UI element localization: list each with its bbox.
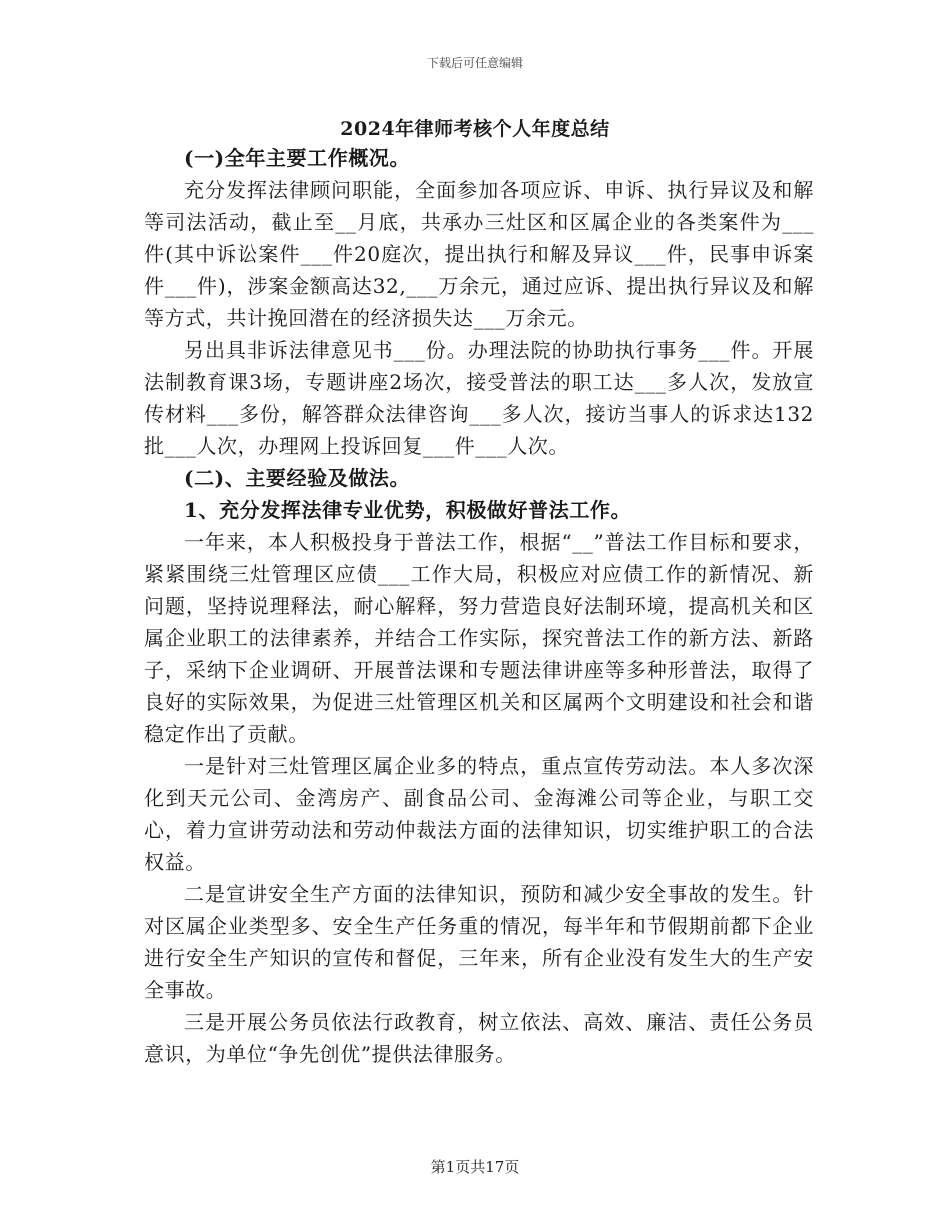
page-number: 第1页共17页	[430, 1158, 520, 1176]
document-body	[144, 142, 814, 1070]
paragraph: 二是宣讲安全生产方面的法律知识，预防和减少安全事故的发生。针对区属企业类型多、安全生产任务重的情况，每半年和节假期前都下企业进行安全生产知识的宣传和督促，三年来，所有企业没有发生大的生产安全事故。	[144, 882, 814, 1002]
paragraph: 另出具非诉法律意见书___份。办理法院的协助执行事务___件。开展法制教育课3场，专题讲座2场次，接受普法的职工达___多人次，发放宣传材料___多份，解答群众法律咨询___多人次，接访当事人的诉求达132批___人次，办理网上投诉回复___件___人次。	[144, 338, 814, 458]
paragraph: 一是针对三灶管理区属企业多的特点，重点宣传劳动法。本人多次深化到天元公司、金湾房产、副食品公司、金海滩公司等企业，与职工交心，着力宣讲劳动法和劳动仲裁法方面的法律知识，切实维护职工的合法权益。	[144, 754, 814, 874]
section-heading: (一)全年主要工作概况。	[184, 146, 411, 170]
subsection-heading: 1、充分发挥法律专业优势，积极做好普法工作。	[184, 498, 632, 522]
paragraph: 充分发挥法律顾问职能，全面参加各项应诉、申诉、执行异议及和解等司法活动，截止至__月底，共承办三灶区和区属企业的各类案件为___件(其中诉讼案件___件20庭次，提出执行和解及异议___件，民事申诉案件___件)，涉案金额高达32,___万余元，通过应诉、提出执行异议及和解等方式，共计挽回潜在的经济损失达___万余元。	[144, 178, 814, 330]
section-heading: (二)、主要经验及做法。	[184, 466, 411, 490]
paragraph: 三是开展公务员依法行政教育，树立依法、高效、廉洁、责任公务员意识，为单位“争先创优”提供法律服务。	[144, 1010, 814, 1066]
document-title: 2024年律师考核个人年度总结	[340, 118, 610, 140]
paragraph: 一年来，本人积极投身于普法工作，根据“__”普法工作目标和要求，紧紧围绕三灶管理区应债___工作大局，积极应对应债工作的新情况、新问题，坚持说理释法，耐心解释，努力营造良好法制环境，提高机关和区属企业职工的法律素养，并结合工作实际，探究普法工作的新方法、新路子，采纳下企业调研、开展普法课和专题法律讲座等多种形普法，取得了良好的实际效果，为促进三灶管理区机关和区属两个文明建设和社会和谐稳定作出了贡献。	[144, 530, 814, 746]
page-header-note: 下载后可任意编辑	[426, 56, 523, 70]
